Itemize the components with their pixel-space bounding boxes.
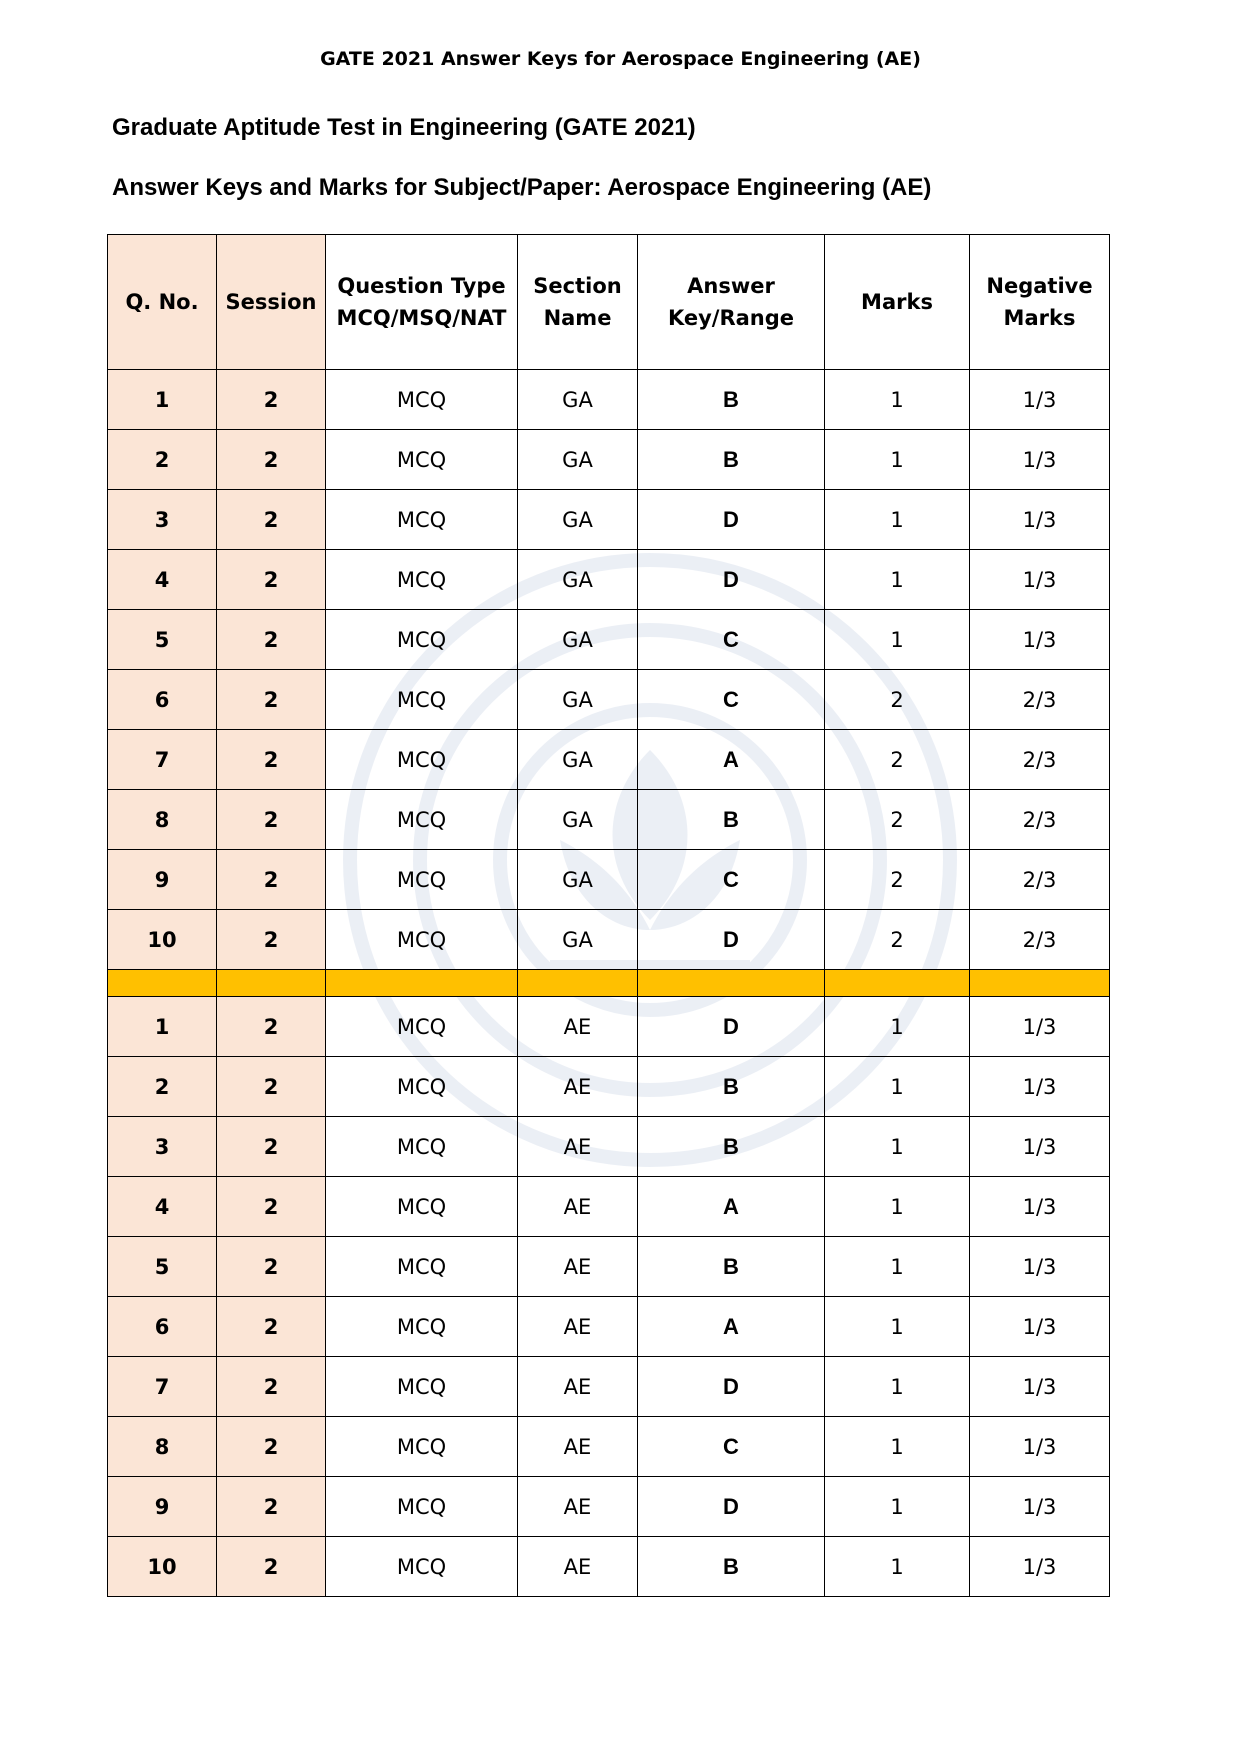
section-separator-row [108,970,1110,997]
cell-session: 2 [217,370,326,430]
cell-session: 2 [217,1117,326,1177]
cell-negative-marks: 2/3 [970,730,1110,790]
cell-negative-marks: 1/3 [970,490,1110,550]
cell-marks: 1 [825,370,970,430]
table-row [108,1237,1110,1297]
table-header-row [108,235,1110,370]
cell-negative-marks: 1/3 [970,1477,1110,1537]
cell-negative-marks: 2/3 [970,910,1110,970]
cell-qno: 2 [108,1057,217,1117]
cell-qno: 10 [108,910,217,970]
cell-answer: B [638,790,825,850]
col-header-answer-key [638,235,825,370]
cell-question-type: MCQ [326,550,518,610]
cell-question-type: MCQ [326,670,518,730]
cell-marks: 2 [825,910,970,970]
cell-negative-marks: 1/3 [970,1297,1110,1357]
cell-negative-marks: 1/3 [970,1057,1110,1117]
cell-question-type: MCQ [326,610,518,670]
cell-question-type: MCQ [326,850,518,910]
separator-cell [518,970,638,997]
cell-marks: 2 [825,670,970,730]
cell-qno: 7 [108,1357,217,1417]
cell-answer: C [638,1417,825,1477]
table-row [108,1117,1110,1177]
cell-answer: A [638,1297,825,1357]
separator-cell [217,970,326,997]
cell-session: 2 [217,730,326,790]
cell-negative-marks: 1/3 [970,610,1110,670]
cell-question-type: MCQ [326,910,518,970]
cell-section: AE [518,1297,638,1357]
cell-answer: D [638,490,825,550]
cell-answer: A [638,1177,825,1237]
cell-question-type: MCQ [326,1297,518,1357]
cell-session: 2 [217,910,326,970]
cell-section: AE [518,1417,638,1477]
cell-question-type: MCQ [326,1357,518,1417]
cell-marks: 1 [825,1477,970,1537]
cell-question-type: MCQ [326,1237,518,1297]
separator-cell [326,970,518,997]
cell-question-type: MCQ [326,1117,518,1177]
cell-qno: 3 [108,1117,217,1177]
col-header-answer-line2: Key/Range [667,306,795,330]
cell-section: GA [518,670,638,730]
table-row [108,1057,1110,1117]
cell-negative-marks: 1/3 [970,997,1110,1057]
col-header-negative-marks [970,235,1110,370]
cell-marks: 1 [825,490,970,550]
cell-question-type: MCQ [326,730,518,790]
cell-session: 2 [217,670,326,730]
cell-qno: 6 [108,670,217,730]
cell-qno: 1 [108,370,217,430]
cell-session: 2 [217,790,326,850]
cell-qno: 3 [108,490,217,550]
table-row [108,1177,1110,1237]
cell-section: GA [518,490,638,550]
cell-qno: 5 [108,1237,217,1297]
col-header-question-type-line2: MCQ/MSQ/NAT [336,306,507,330]
cell-session: 2 [217,1237,326,1297]
cell-question-type: MCQ [326,790,518,850]
col-header-marks: Marks [825,235,970,370]
separator-cell [825,970,970,997]
cell-session: 2 [217,430,326,490]
cell-section: AE [518,1537,638,1597]
cell-session: 2 [217,1537,326,1597]
cell-section: GA [518,610,638,670]
col-header-section-line2: Name [543,306,612,330]
table-row [108,370,1110,430]
cell-marks: 2 [825,730,970,790]
cell-qno: 4 [108,1177,217,1237]
cell-section: GA [518,790,638,850]
cell-question-type: MCQ [326,1477,518,1537]
cell-question-type: MCQ [326,1537,518,1597]
col-header-section-line1: Section [533,274,622,298]
cell-qno: 2 [108,430,217,490]
table-row [108,1537,1110,1597]
cell-marks: 1 [825,550,970,610]
cell-negative-marks: 1/3 [970,430,1110,490]
cell-answer: B [638,430,825,490]
cell-qno: 8 [108,790,217,850]
cell-section: AE [518,997,638,1057]
table-row [108,730,1110,790]
cell-session: 2 [217,997,326,1057]
cell-answer: C [638,610,825,670]
cell-section: AE [518,1357,638,1417]
cell-session: 2 [217,490,326,550]
cell-marks: 1 [825,1117,970,1177]
table-row [108,610,1110,670]
cell-qno: 10 [108,1537,217,1597]
cell-answer: B [638,1117,825,1177]
cell-marks: 1 [825,1417,970,1477]
col-header-qno: Q. No. [108,235,217,370]
table-row [108,790,1110,850]
cell-answer: B [638,1057,825,1117]
cell-section: GA [518,850,638,910]
cell-negative-marks: 1/3 [970,550,1110,610]
table-row [108,1477,1110,1537]
cell-negative-marks: 1/3 [970,1417,1110,1477]
col-header-negative-line1: Negative [986,274,1093,298]
separator-cell [638,970,825,997]
cell-section: GA [518,910,638,970]
running-header: GATE 2021 Answer Keys for Aerospace Engineering (AE) [320,48,921,70]
table-body [108,370,1110,1597]
table-row [108,910,1110,970]
table-row [108,550,1110,610]
table-row [108,1417,1110,1477]
cell-answer: B [638,370,825,430]
cell-marks: 2 [825,850,970,910]
cell-question-type: MCQ [326,430,518,490]
cell-section: GA [518,370,638,430]
cell-marks: 1 [825,1357,970,1417]
table-row [108,997,1110,1057]
cell-marks: 1 [825,430,970,490]
cell-section: GA [518,430,638,490]
cell-answer: D [638,550,825,610]
answer-key-table [107,234,1110,1597]
cell-question-type: MCQ [326,1057,518,1117]
cell-answer: C [638,850,825,910]
cell-negative-marks: 1/3 [970,370,1110,430]
cell-marks: 1 [825,1177,970,1237]
table-row [108,670,1110,730]
cell-marks: 1 [825,1237,970,1297]
cell-negative-marks: 2/3 [970,790,1110,850]
cell-answer: A [638,730,825,790]
cell-session: 2 [217,550,326,610]
cell-negative-marks: 2/3 [970,670,1110,730]
cell-marks: 1 [825,610,970,670]
cell-session: 2 [217,1177,326,1237]
cell-answer: B [638,1237,825,1297]
col-header-section-name [518,235,638,370]
cell-marks: 1 [825,1297,970,1357]
cell-session: 2 [217,610,326,670]
cell-session: 2 [217,1297,326,1357]
table-row [108,1357,1110,1417]
cell-section: GA [518,730,638,790]
table-row [108,1297,1110,1357]
cell-section: AE [518,1237,638,1297]
cell-session: 2 [217,850,326,910]
cell-marks: 1 [825,1537,970,1597]
cell-negative-marks: 1/3 [970,1237,1110,1297]
col-header-answer-line1: Answer [687,274,775,298]
cell-qno: 7 [108,730,217,790]
cell-negative-marks: 1/3 [970,1357,1110,1417]
cell-qno: 6 [108,1297,217,1357]
col-header-negative-line2: Marks [1003,306,1076,330]
cell-question-type: MCQ [326,997,518,1057]
separator-cell [108,970,217,997]
cell-question-type: MCQ [326,370,518,430]
cell-negative-marks: 2/3 [970,850,1110,910]
cell-section: GA [518,550,638,610]
cell-session: 2 [217,1477,326,1537]
page-title: Graduate Aptitude Test in Engineering (GATE 2021) [112,114,696,141]
table-row [108,490,1110,550]
cell-answer: C [638,670,825,730]
cell-qno: 8 [108,1417,217,1477]
page-subtitle: Answer Keys and Marks for Subject/Paper: Aerospace Engineering (AE) [112,174,932,201]
cell-qno: 1 [108,997,217,1057]
cell-qno: 5 [108,610,217,670]
cell-marks: 2 [825,790,970,850]
col-header-session: Session [217,235,326,370]
cell-negative-marks: 1/3 [970,1537,1110,1597]
cell-negative-marks: 1/3 [970,1177,1110,1237]
cell-negative-marks: 1/3 [970,1117,1110,1177]
cell-answer: D [638,1357,825,1417]
cell-session: 2 [217,1057,326,1117]
cell-qno: 9 [108,850,217,910]
cell-marks: 1 [825,1057,970,1117]
cell-question-type: MCQ [326,490,518,550]
cell-section: AE [518,1477,638,1537]
col-header-question-type-line1: Question Type [337,274,506,298]
cell-answer: D [638,997,825,1057]
cell-qno: 9 [108,1477,217,1537]
cell-section: AE [518,1117,638,1177]
table-row [108,430,1110,490]
cell-session: 2 [217,1357,326,1417]
cell-answer: D [638,910,825,970]
separator-cell [970,970,1110,997]
cell-question-type: MCQ [326,1177,518,1237]
col-header-question-type [326,235,518,370]
cell-session: 2 [217,1417,326,1477]
table-row [108,850,1110,910]
cell-marks: 1 [825,997,970,1057]
cell-section: AE [518,1057,638,1117]
cell-answer: D [638,1477,825,1537]
cell-section: AE [518,1177,638,1237]
cell-question-type: MCQ [326,1417,518,1477]
cell-qno: 4 [108,550,217,610]
cell-answer: B [638,1537,825,1597]
